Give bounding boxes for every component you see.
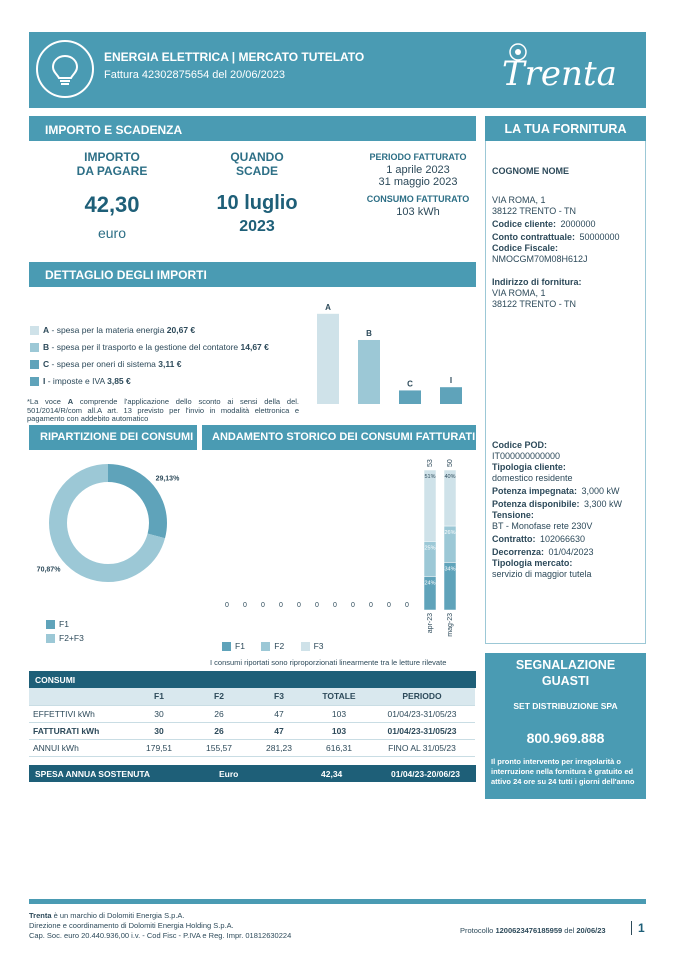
bar-b bbox=[358, 340, 380, 404]
invoice-subtitle: Fattura 42302875654 del 20/06/2023 bbox=[104, 69, 286, 81]
footer-line-3: Cap. Soc. euro 20.440.936,00 i.v. - Cod Fisc - P.IVA e Reg. Impr. 01812630224 bbox=[29, 931, 292, 940]
indirizzo-label: Indirizzo di fornitura: bbox=[492, 277, 582, 287]
stack-total-apr-23: 53 bbox=[427, 459, 434, 467]
consumo-value: 103 kWh bbox=[396, 206, 440, 218]
dettaglio-bar-chart bbox=[300, 290, 480, 410]
row-label: ANNUI kWh bbox=[29, 739, 129, 756]
mercato-value: servizio di maggior tutela bbox=[492, 569, 592, 579]
due-day: 10 luglio bbox=[216, 192, 298, 214]
cell: 155,57 bbox=[189, 739, 249, 756]
protocol bbox=[460, 926, 606, 935]
consumi-header bbox=[29, 671, 476, 688]
table-row bbox=[29, 722, 475, 739]
empty-month-label: 0 bbox=[333, 602, 337, 609]
scadenza-label-1: QUANDO bbox=[230, 150, 284, 164]
dettaglio-item-a bbox=[30, 322, 310, 339]
head-cell-f3: F3 bbox=[249, 688, 309, 705]
pot-imp-label: Potenza impegnata: bbox=[492, 486, 578, 496]
pod-value: IT000000000000 bbox=[492, 451, 561, 461]
item-text: - spesa per oneri di sistema bbox=[49, 359, 159, 369]
item-text: - spesa per il trasporto e la gestione del contatore bbox=[49, 342, 241, 352]
cell: 30 bbox=[129, 705, 189, 722]
due-year: 2023 bbox=[239, 218, 275, 235]
empty-month-label: 0 bbox=[369, 602, 373, 609]
footer-legal bbox=[29, 911, 291, 941]
item-amount: 3,11 € bbox=[158, 359, 182, 369]
cf-value: NMOCGM70M08H612J bbox=[492, 254, 588, 264]
codice-cliente-label: Codice cliente: bbox=[492, 219, 557, 229]
item-amount: 3,85 € bbox=[107, 376, 131, 386]
cell: 30 bbox=[129, 722, 189, 739]
andamento-note: I consumi riportati sono riproporzionati linearmente tra le letture rilevate bbox=[210, 658, 447, 667]
hist-legend-f3 bbox=[301, 641, 324, 651]
cell: FINO AL 31/05/23 bbox=[369, 739, 475, 756]
conto-label: Conto contrattuale: bbox=[492, 232, 575, 242]
trenta-logo bbox=[496, 40, 636, 100]
pot-imp-value: 3,000 kW bbox=[581, 486, 620, 496]
empty-month-label: 0 bbox=[405, 602, 409, 609]
protocol-mid: del bbox=[562, 926, 577, 935]
consumi-table bbox=[29, 688, 475, 757]
spesa-period: 01/04/23-20/06/23 bbox=[391, 769, 461, 779]
importo-label-2: DA PAGARE bbox=[76, 164, 148, 178]
contratto-value: 102066630 bbox=[539, 534, 586, 544]
month-label-apr-23: apr-23 bbox=[427, 613, 434, 634]
pie-legend-f2f3-label: F2+F3 bbox=[59, 633, 84, 643]
table-row bbox=[29, 739, 475, 756]
codice-cliente-value: 2000000 bbox=[560, 219, 596, 229]
fornitura-title: LA TUA FORNITURA bbox=[504, 122, 627, 136]
dettaglio-legend bbox=[30, 322, 310, 390]
empty-month-label: 0 bbox=[243, 602, 247, 609]
empty-month-label: 0 bbox=[387, 602, 391, 609]
cell: 26 bbox=[189, 705, 249, 722]
ripartizione-title: RIPARTIZIONE DEI CONSUMI bbox=[40, 431, 194, 443]
tipologia-value: domestico residente bbox=[492, 473, 573, 483]
stack-label-apr-23-f2: 25% bbox=[424, 545, 436, 552]
cell: 103 bbox=[309, 722, 369, 739]
pod-label: Codice POD: bbox=[492, 440, 548, 450]
head-cell-f1: F1 bbox=[129, 688, 189, 705]
pot-disp-label: Potenza disponibile: bbox=[492, 499, 580, 509]
ripartizione-pie-chart bbox=[30, 455, 200, 595]
scadenza-label bbox=[215, 150, 299, 178]
cell: 103 bbox=[309, 705, 369, 722]
pie-legend-f1 bbox=[46, 617, 84, 631]
protocol-number: 1200623476185959 bbox=[495, 926, 563, 935]
cell: 47 bbox=[249, 705, 309, 722]
legend-swatch bbox=[30, 326, 39, 335]
potenza-disponibile bbox=[492, 497, 642, 510]
indirizzo-line-1: VIA ROMA, 1 bbox=[492, 288, 546, 298]
conto-value: 50000000 bbox=[579, 232, 620, 242]
consumo-label: CONSUMO FATTURATO bbox=[366, 194, 470, 204]
pie-label-f2f3: 70,87% bbox=[36, 566, 61, 574]
pot-disp-value: 3,300 kW bbox=[583, 499, 622, 509]
hist-swatch-f1 bbox=[222, 642, 231, 651]
note-post: comprende l'applicazione dello sconto ai sensi della del. 501/2014/R/com all.A art. 13 previsto per l'invio in modalità elettronica e pagamento con addebito automatico bbox=[27, 397, 299, 423]
pod-details bbox=[492, 440, 642, 580]
bar-label-b: B bbox=[366, 328, 372, 338]
cell: 281,23 bbox=[249, 739, 309, 756]
indirizzo-line-2: 38122 TRENTO - TN bbox=[492, 299, 577, 309]
protocol-date: 20/06/23 bbox=[576, 926, 606, 935]
hist-legend-f1-label: F1 bbox=[235, 641, 245, 651]
cell: 47 bbox=[249, 722, 309, 739]
note-pre: *La voce bbox=[27, 397, 68, 406]
codice-cliente bbox=[492, 217, 642, 230]
cf-label: Codice Fiscale: bbox=[492, 243, 559, 253]
footer-line-2: Direzione e coordinamento di Dolomiti Energia Holding S.p.A. bbox=[29, 921, 234, 930]
andamento-title: ANDAMENTO STORICO DEI CONSUMI FATTURATI bbox=[212, 431, 476, 443]
protocol-label: Protocollo bbox=[460, 926, 496, 935]
guasti-text: Il pronto intervento per irregolarità o interruzione nella fornitura è gratuito ed attivo 24 ore su 24 tutti i giorni dell'anno bbox=[491, 757, 635, 786]
contratto-label: Contratto: bbox=[492, 534, 536, 544]
bar-c bbox=[399, 390, 421, 404]
spesa-value: 42,34 bbox=[321, 769, 343, 779]
head-cell-f2: F2 bbox=[189, 688, 249, 705]
head-cell-periodo: PERIODO bbox=[369, 688, 475, 705]
stack-label-mag-23-f2: 26% bbox=[444, 530, 456, 536]
item-letter: I bbox=[43, 376, 46, 386]
stack-total-mag-23: 50 bbox=[447, 459, 454, 467]
cell: 179,51 bbox=[129, 739, 189, 756]
hist-legend-f2 bbox=[261, 641, 284, 651]
hist-legend-f1 bbox=[222, 641, 245, 651]
decorrenza-value: 01/04/2023 bbox=[548, 547, 594, 557]
empty-month-label: 0 bbox=[279, 602, 283, 609]
guasti-company: SET DISTRIBUZIONE SPA bbox=[513, 701, 618, 711]
tipologia-label: Tipologia cliente: bbox=[492, 462, 566, 472]
decorrenza bbox=[492, 545, 642, 558]
conto-contrattuale bbox=[492, 230, 642, 243]
stack-label-mag-23-f1: 34% bbox=[444, 566, 456, 573]
fornitura-details bbox=[492, 166, 642, 310]
empty-month-label: 0 bbox=[225, 602, 229, 609]
empty-month-label: 0 bbox=[351, 602, 355, 609]
potenza-impegnata bbox=[492, 484, 642, 497]
footer-line-1-text: è un marchio di Dolomiti Energia S.p.A. bbox=[51, 911, 185, 920]
andamento-stacked-chart bbox=[205, 455, 477, 640]
customer-name: COGNOME NOME bbox=[492, 166, 570, 176]
footer-divider bbox=[29, 899, 646, 904]
item-amount: 14,67 € bbox=[240, 342, 269, 352]
row-label: FATTURATI kWh bbox=[29, 722, 129, 739]
bar-label-i: I bbox=[449, 376, 453, 386]
logo-text: Trenta bbox=[502, 54, 617, 94]
row-label: EFFETTIVI kWh bbox=[29, 705, 129, 722]
empty-month-label: 0 bbox=[315, 602, 319, 609]
dettaglio-item-i bbox=[30, 373, 310, 390]
importo-title: IMPORTO E SCADENZA bbox=[45, 123, 183, 137]
importo-label-1: IMPORTO bbox=[84, 150, 140, 164]
dettaglio-note bbox=[27, 398, 299, 424]
legend-swatch bbox=[30, 360, 39, 369]
page-separator bbox=[631, 921, 632, 935]
guasti-phone[interactable]: 800.969.888 bbox=[526, 730, 605, 746]
consumi-title: CONSUMI bbox=[35, 675, 76, 685]
stack-label-apr-23-f3: 51% bbox=[424, 474, 436, 480]
dettaglio-title: DETTAGLIO DEGLI IMPORTI bbox=[45, 268, 207, 282]
cell: 26 bbox=[189, 722, 249, 739]
head-cell bbox=[29, 688, 129, 705]
item-text: - imposte e IVA bbox=[45, 376, 108, 386]
address-line-1: VIA ROMA, 1 bbox=[492, 195, 546, 205]
legend-swatch bbox=[30, 343, 39, 352]
periodo-block bbox=[360, 152, 476, 218]
pie-legend-f2f3 bbox=[46, 631, 84, 645]
stack-apr-23-f3 bbox=[424, 470, 436, 541]
periodo-from: 1 aprile 2023 bbox=[386, 164, 450, 176]
note-letter: A bbox=[67, 397, 74, 406]
spesa-label: SPESA ANNUA SOSTENUTA bbox=[35, 769, 151, 779]
lightbulb-icon bbox=[36, 40, 94, 98]
hist-legend-f3-label: F3 bbox=[313, 641, 324, 651]
stack-label-apr-23-f1: 24% bbox=[424, 580, 436, 587]
decorrenza-label: Decorrenza: bbox=[492, 547, 545, 557]
pie-legend bbox=[46, 617, 84, 645]
header-title: ENERGIA ELETTRICA | MERCATO TUTELATO bbox=[104, 50, 365, 64]
hist-swatch-f3 bbox=[301, 642, 310, 651]
hist-legend-f2-label: F2 bbox=[274, 641, 285, 651]
bar-a bbox=[317, 314, 339, 404]
hist-legend bbox=[222, 641, 324, 651]
contratto bbox=[492, 532, 642, 545]
legend-swatch-f2f3 bbox=[46, 634, 55, 643]
page-number: 1 bbox=[638, 921, 645, 935]
empty-month-label: 0 bbox=[297, 602, 301, 609]
hist-swatch-f2 bbox=[261, 642, 270, 651]
periodo-to: 31 maggio 2023 bbox=[378, 176, 458, 188]
guasti-title: SEGNALAZIONE GUASTI bbox=[515, 658, 616, 688]
bar-i bbox=[440, 387, 462, 404]
pie-label-f1: 29,13% bbox=[155, 475, 180, 483]
item-text: - spesa per la materia energia bbox=[49, 325, 167, 335]
item-letter: C bbox=[43, 359, 50, 369]
tensione-label: Tensione: bbox=[492, 510, 534, 520]
mercato-label: Tipologia mercato: bbox=[492, 558, 573, 568]
bar-label-a: A bbox=[325, 302, 331, 312]
amount: 42,30 bbox=[84, 192, 140, 217]
legend-swatch bbox=[30, 377, 39, 386]
item-letter: A bbox=[43, 325, 50, 335]
scadenza-label-2: SCADE bbox=[235, 164, 278, 178]
dettaglio-item-c bbox=[30, 356, 310, 373]
tensione-value: BT - Monofase rete 230V bbox=[492, 521, 593, 531]
empty-month-label: 0 bbox=[261, 602, 265, 609]
spesa-unit: Euro bbox=[219, 769, 239, 779]
bar-label-c: C bbox=[407, 379, 413, 389]
periodo-label: PERIODO FATTURATO bbox=[369, 152, 467, 162]
cell: 01/04/23-31/05/23 bbox=[369, 722, 475, 739]
month-label-mag-23: mag-23 bbox=[447, 613, 454, 637]
table-row bbox=[29, 705, 475, 722]
currency: euro bbox=[97, 225, 127, 241]
footer-line-1 bbox=[29, 911, 291, 921]
cell: 616,31 bbox=[309, 739, 369, 756]
consumi-table-wrap bbox=[29, 688, 475, 757]
footer-brand: Trenta bbox=[29, 911, 52, 920]
pie-legend-f1-label: F1 bbox=[59, 619, 69, 629]
legend-swatch-f1 bbox=[46, 620, 55, 629]
dettaglio-item-b bbox=[30, 339, 310, 356]
item-amount: 20,67 € bbox=[166, 325, 196, 335]
importo-label bbox=[70, 150, 154, 178]
cell: 01/04/23-31/05/23 bbox=[369, 705, 475, 722]
head-cell-totale: TOTALE bbox=[309, 688, 369, 705]
item-letter: B bbox=[43, 342, 50, 352]
consumi-head-row bbox=[29, 688, 475, 705]
stack-label-mag-23-f3: 40% bbox=[444, 474, 456, 480]
address-line-2: 38122 TRENTO - TN bbox=[492, 206, 577, 216]
